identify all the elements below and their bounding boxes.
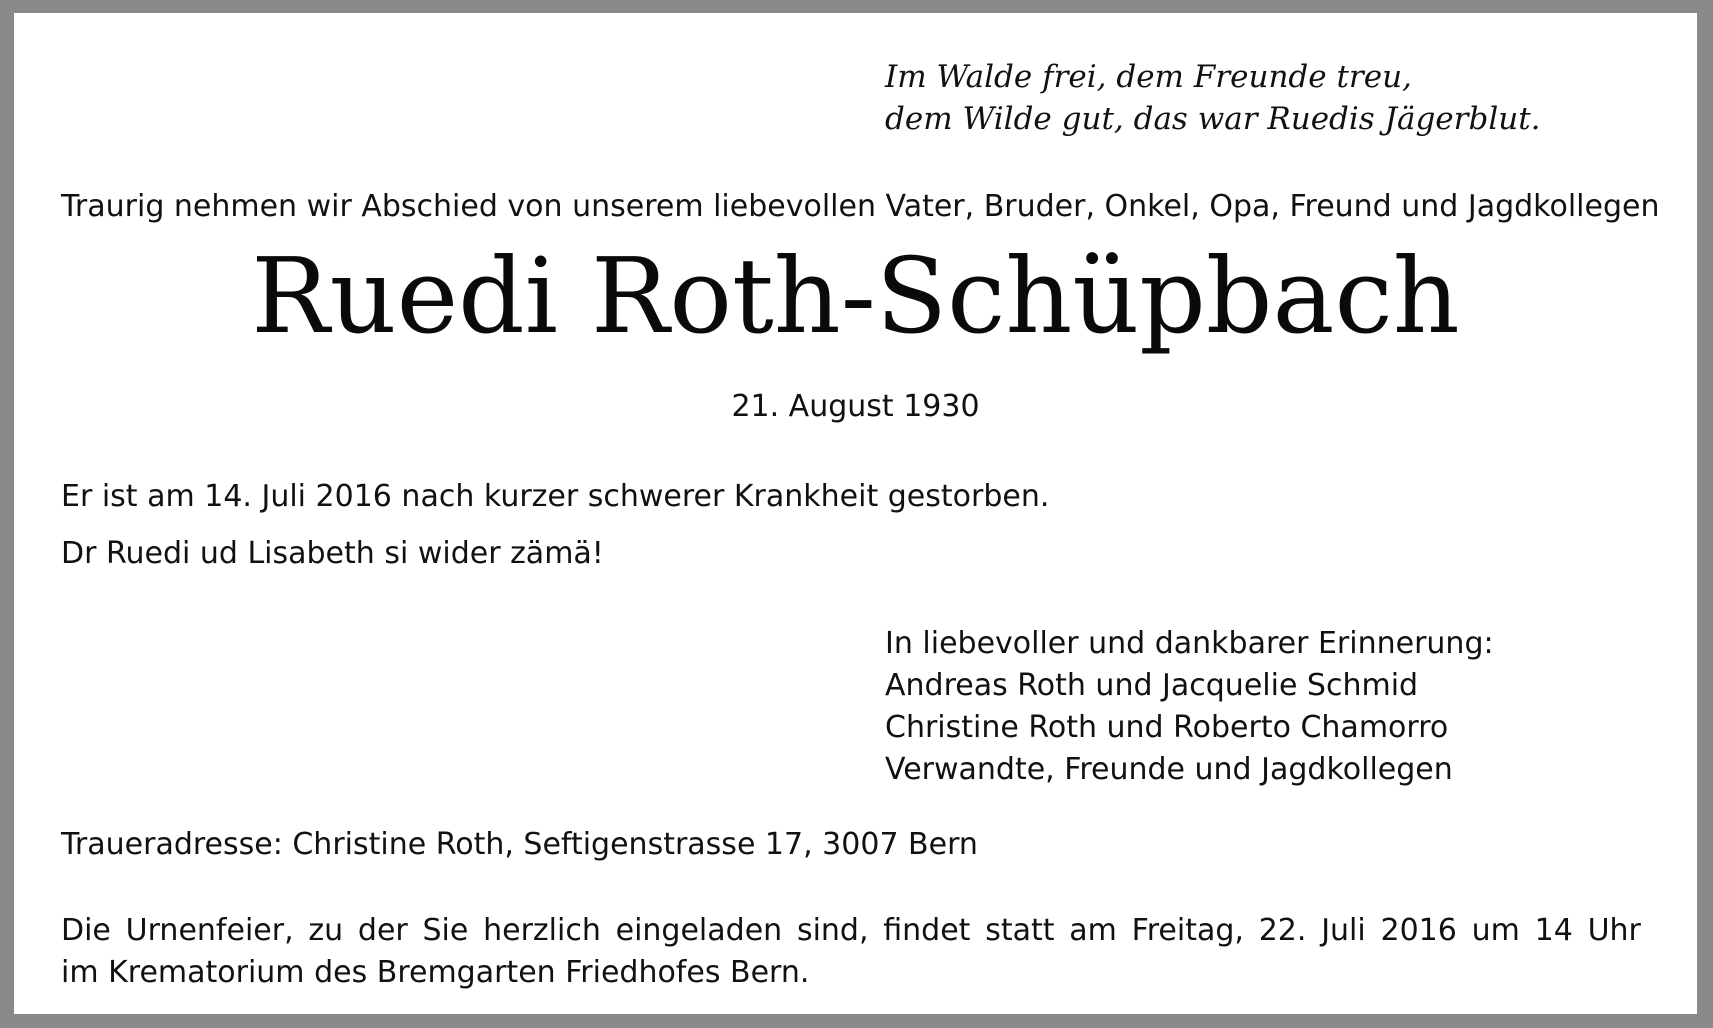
ceremony-line-1 [61, 910, 1641, 952]
ceremony-word: herzlich [483, 913, 601, 948]
ceremony-word: statt [985, 913, 1055, 948]
ceremony-line-2: im Krematorium des Bremgarten Friedhofes Bern. [61, 955, 810, 990]
ceremony-word: Uhr [1587, 913, 1641, 948]
mourners-block [885, 623, 1494, 791]
mourner-name: Verwandte, Freunde und Jagdkollegen [885, 752, 1453, 787]
intro-text: Traurig nehmen wir Abschied von unserem liebevollen Vater, Bruder, Onkel, Opa, Freund und Jagdkollegen [61, 189, 1660, 224]
mourner-name: Christine Roth und Roberto Chamorro [885, 710, 1449, 745]
ceremony-word: sind, [796, 913, 869, 948]
obituary-card [14, 13, 1697, 1014]
ceremony-notice [61, 910, 1641, 994]
ceremony-word: Sie [422, 913, 469, 948]
motto-verse [885, 56, 1541, 140]
mourners-heading: In liebevoller und dankbarer Erinnerung: [885, 626, 1494, 661]
ceremony-word: am [1069, 913, 1117, 948]
ceremony-word: Freitag, [1131, 913, 1244, 948]
ceremony-word: der [357, 913, 408, 948]
ceremony-word: 2016 [1380, 913, 1457, 948]
ceremony-word: 22. [1258, 913, 1307, 948]
ceremony-word: Urnenfeier, [125, 913, 294, 948]
motto-line-1: Im Walde frei, dem Freunde treu, [885, 59, 1412, 95]
mourning-address: Traueradresse: Christine Roth, Seftigenstrasse 17, 3007 Bern [61, 827, 978, 862]
ceremony-word: findet [883, 913, 971, 948]
reunion-text: Dr Ruedi ud Lisabeth si wider zämä! [61, 536, 604, 571]
ceremony-word: Juli [1321, 913, 1366, 948]
ceremony-word: eingeladen [615, 913, 783, 948]
ceremony-word: um [1471, 913, 1520, 948]
birth-date: 21. August 1930 [731, 389, 980, 424]
ceremony-word: Die [61, 913, 111, 948]
deceased-name: Ruedi Roth-Schüpbach [251, 235, 1460, 357]
mourner-name: Andreas Roth und Jacquelie Schmid [885, 668, 1419, 703]
death-notice: Er ist am 14. Juli 2016 nach kurzer schwerer Krankheit gestorben. [61, 479, 1050, 514]
ceremony-word: 14 [1534, 913, 1573, 948]
motto-line-2: dem Wilde gut, das war Ruedis Jägerblut. [885, 101, 1541, 137]
ceremony-word: zu [308, 913, 344, 948]
